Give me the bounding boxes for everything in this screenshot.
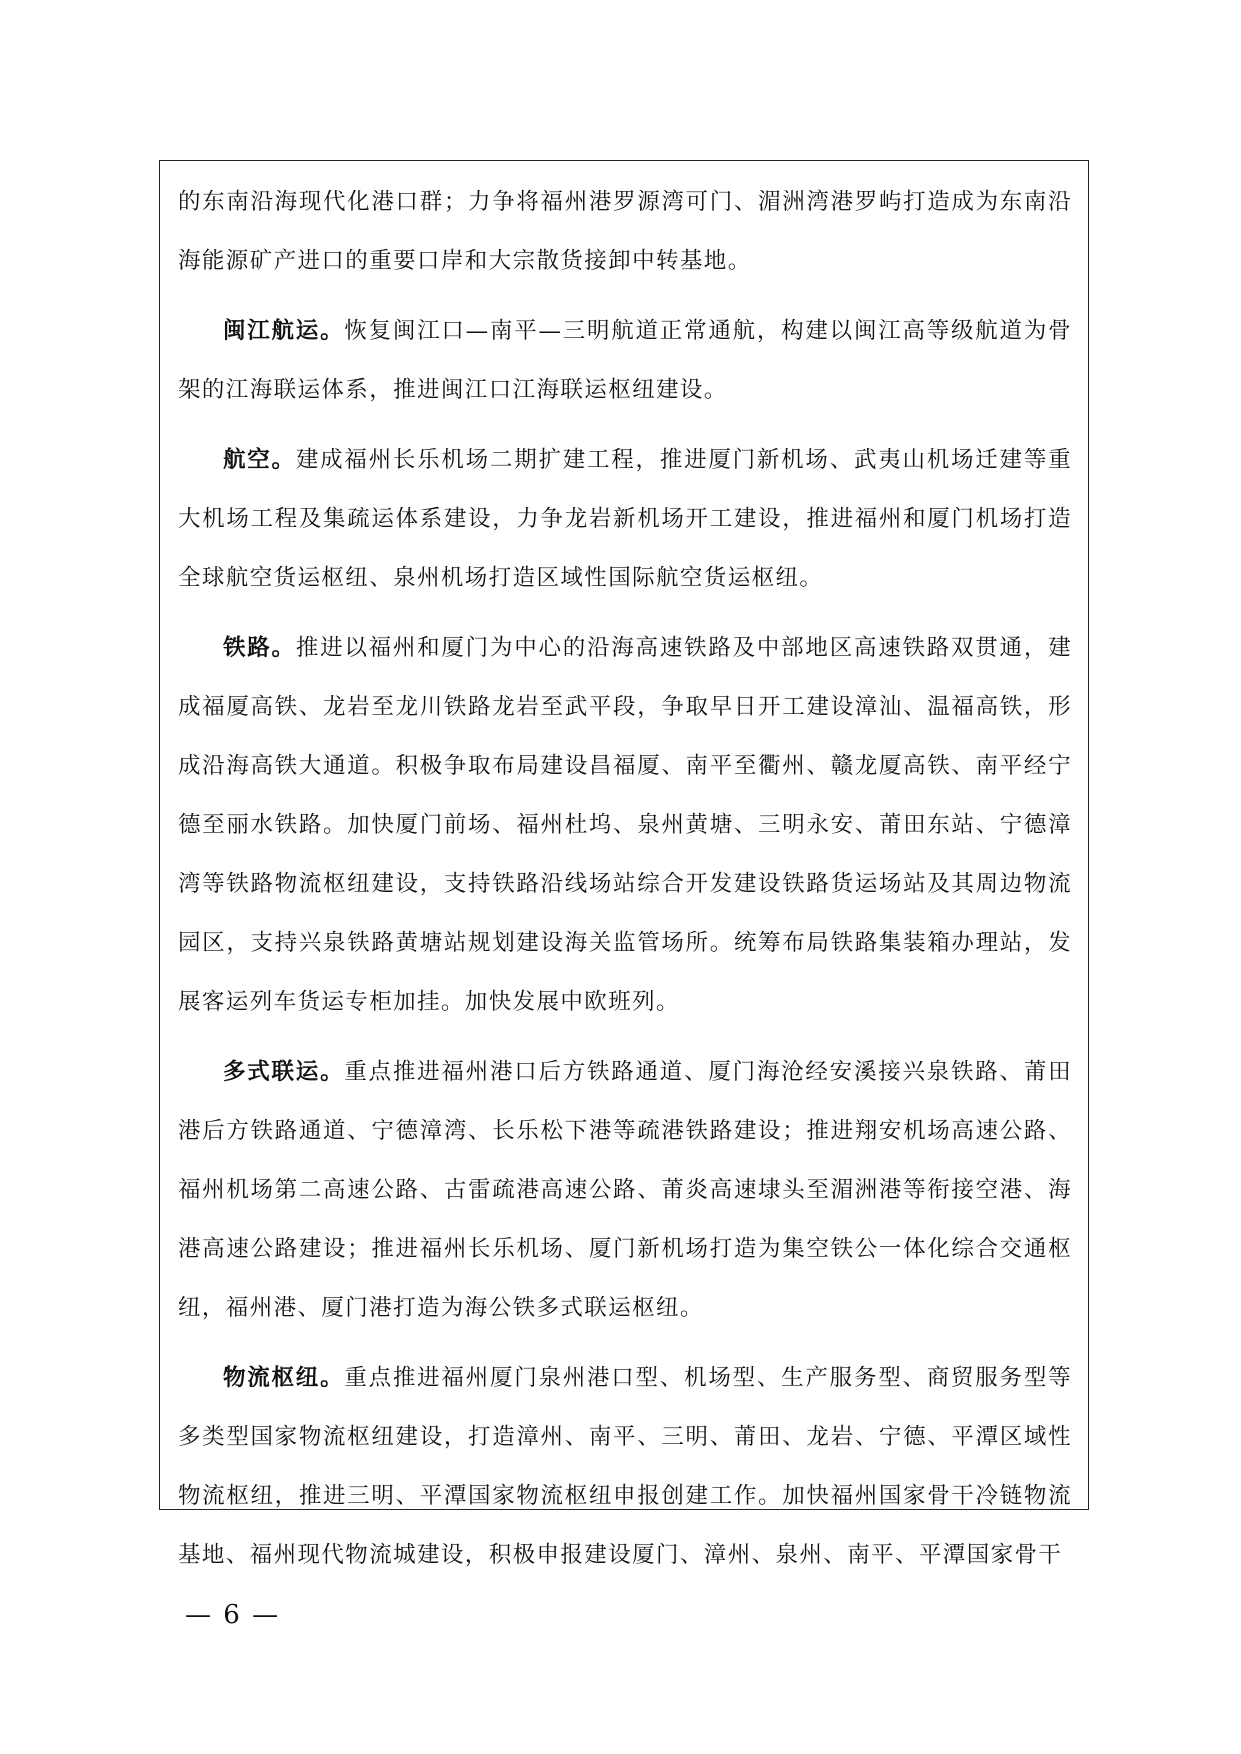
paragraph-logistics-hub bbox=[178, 1349, 1072, 1585]
paragraph-heading: 多式联运。 bbox=[223, 1059, 345, 1085]
paragraph-text: 推进以福州和厦门为中心的沿海高速铁路及中部地区高速铁路双贯通，建成福厦高铁、龙岩至龙川铁路龙岩至武平段，争取早日开工建设漳汕、温福高铁，形成沿海高铁大通道。积极争取布局建设昌福厦、南平至衢州、赣龙厦高铁、南平经宁德至丽水铁路。加快厦门前场、福州杜坞、泉州黄塘、三明永安、莆田东站、宁德漳湾等铁路物流枢纽建设，支持铁路沿线场站综合开发建设铁路货运场站及其周边物流园区，支持兴泉铁路黄塘站规划建设海关监管场所。统筹布局铁路集装箱办理站，发展客运列车货运专柜加挂。加快发展中欧班列。 bbox=[178, 635, 1072, 1015]
paragraph-heading: 铁路。 bbox=[223, 635, 296, 661]
page-number: — 6 — bbox=[185, 1600, 281, 1630]
paragraph-text: 恢复闽江口—南平—三明航道正常通航，构建以闽江高等级航道为骨架的江海联运体系，推进闽江口江海联运枢纽建设。 bbox=[178, 318, 1072, 403]
paragraph-railway bbox=[178, 619, 1072, 1032]
paragraph-continuation bbox=[178, 173, 1072, 291]
paragraph-heading: 航空。 bbox=[223, 447, 296, 473]
paragraph-text: 重点推进福州港口后方铁路通道、厦门海沧经安溪接兴泉铁路、莆田港后方铁路通道、宁德漳湾、长乐松下港等疏港铁路建设；推进翔安机场高速公路、福州机场第二高速公路、古雷疏港高速公路、莆炎高速埭头至湄洲港等衔接空港、海港高速公路建设；推进福州长乐机场、厦门新机场打造为集空铁公一体化综合交通枢纽，福州港、厦门港打造为海公铁多式联运枢纽。 bbox=[178, 1059, 1072, 1321]
paragraph-heading: 物流枢纽。 bbox=[223, 1365, 345, 1391]
paragraph-aviation bbox=[178, 431, 1072, 608]
paragraph-text: 的东南沿海现代化港口群；力争将福州港罗源湾可门、湄洲湾港罗屿打造成为东南沿海能源矿产进口的重要口岸和大宗散货接卸中转基地。 bbox=[178, 189, 1072, 274]
paragraph-text: 建成福州长乐机场二期扩建工程，推进厦门新机场、武夷山机场迁建等重大机场工程及集疏运体系建设，力争龙岩新机场开工建设，推进福州和厦门机场打造全球航空货运枢纽、泉州机场打造区域性国际航空货运枢纽。 bbox=[178, 447, 1072, 591]
paragraph-heading: 闽江航运。 bbox=[223, 318, 345, 344]
paragraph-text: 重点推进福州厦门泉州港口型、机场型、生产服务型、商贸服务型等多类型国家物流枢纽建设，打造漳州、南平、三明、莆田、龙岩、宁德、平潭区域性物流枢纽，推进三明、平潭国家物流枢纽申报创建工作。加快福州国家骨干冷链物流基地、福州现代物流城建设，积极申报建设厦门、漳州、泉州、南平、平潭国家骨干 bbox=[178, 1365, 1072, 1568]
paragraph-multimodal bbox=[178, 1043, 1072, 1338]
paragraph-minjiang-shipping bbox=[178, 302, 1072, 420]
text-frame bbox=[159, 160, 1089, 1568]
